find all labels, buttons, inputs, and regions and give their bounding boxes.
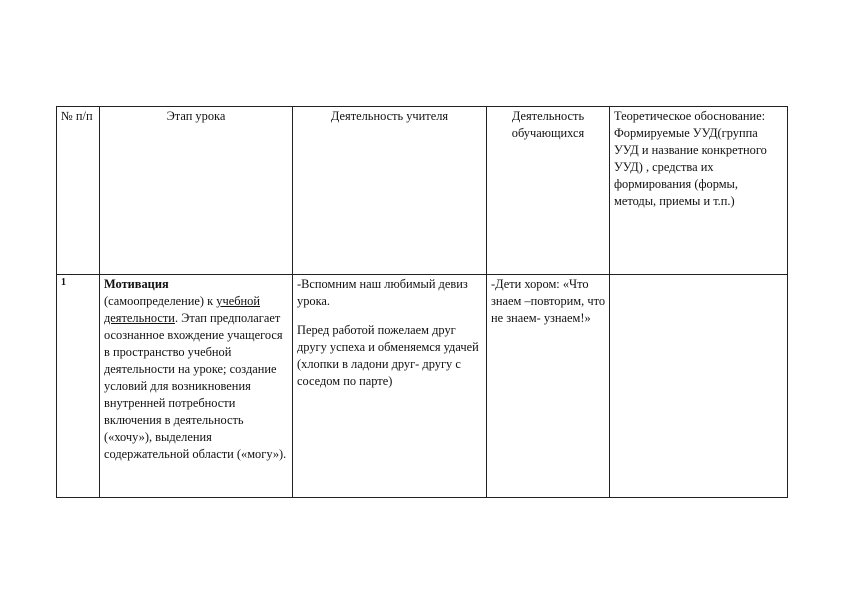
header-theory: Теоретическое обоснование: Формируемые УУД(группа УУД и название конкретного УУД) , средства их формирования (формы, методы, приемы и т.п.) xyxy=(610,107,788,275)
header-student-activity: Деятельность обучающихся xyxy=(487,107,610,275)
header-teacher-activity: Деятельность учителя xyxy=(293,107,487,275)
table-header-row xyxy=(57,107,788,275)
teacher-paragraph-2: Перед работой пожелаем друг другу успеха и обменяемся удачей (хлопки в ладони друг- другу с соседом по парте) xyxy=(297,323,479,388)
table-row xyxy=(57,275,788,498)
teacher-paragraph-1: -Вспомним наш любимый девиз урока. xyxy=(297,277,468,308)
header-stage: Этап урока xyxy=(100,107,293,275)
row-number: 1 xyxy=(57,275,100,498)
lesson-plan-table xyxy=(56,106,788,498)
stage-underlined: учебной деятельности xyxy=(104,294,260,325)
stage-body: . Этап предполагает осознанное вхождение учащегося в пространство учебной деятельности на уроке; создание условий для возникновения внутренней потребности включения в деятельность («хочу»), выделения содержательной области («могу»). xyxy=(104,311,287,461)
paragraph-gap xyxy=(297,310,482,322)
stage-title: Мотивация xyxy=(104,277,169,291)
row-students-cell: -Дети хором: «Что знаем –повторим, что не знаем- узнаем!» xyxy=(487,275,610,498)
stage-subtitle: (самоопределение) xyxy=(104,294,205,308)
row-theory-cell xyxy=(610,275,788,498)
header-number: № п/п xyxy=(57,107,100,275)
row-stage-cell xyxy=(100,275,293,498)
stage-connector: к xyxy=(204,294,214,308)
row-teacher-cell xyxy=(293,275,487,498)
